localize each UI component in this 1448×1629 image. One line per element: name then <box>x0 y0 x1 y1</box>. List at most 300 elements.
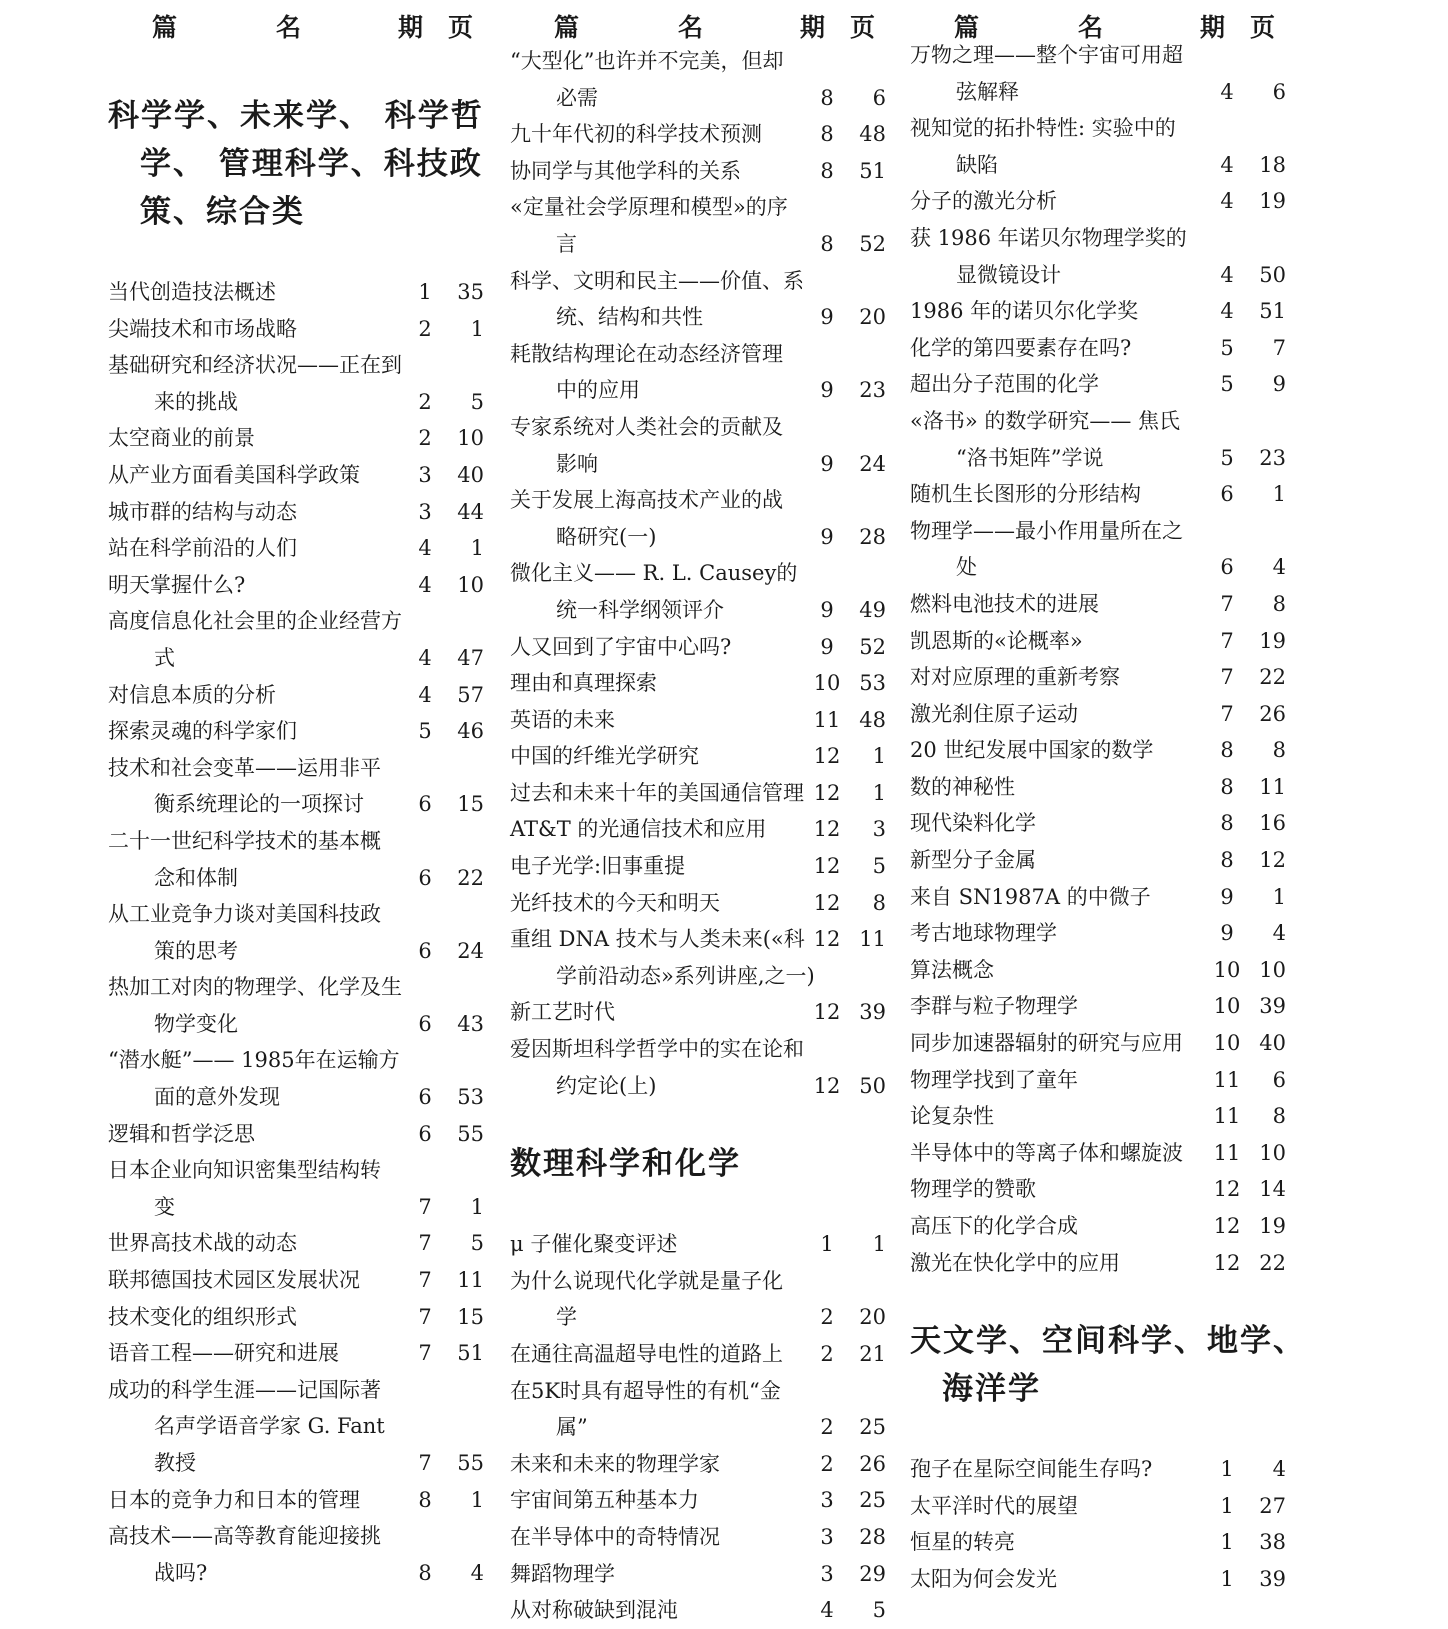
index-entry <box>510 555 888 628</box>
entry-title-line: 激光刹住原子运动 <box>910 701 1078 726</box>
entry-title-line: 获 1986 年诺贝尔物理学奖的 <box>910 225 1187 250</box>
index-entry <box>910 1524 1290 1561</box>
page-number: 7 <box>1272 335 1286 360</box>
page-number: 28 <box>859 1524 886 1549</box>
section-heading-line: 策、综合类 <box>140 194 305 230</box>
page-number: 8 <box>1272 1104 1286 1129</box>
index-entry <box>510 1373 888 1446</box>
entry-title-line: 孢子在星际空间能生存吗? <box>910 1457 1153 1482</box>
issue-number: 7 <box>1220 665 1234 690</box>
issue-number: 12 <box>1213 1250 1241 1275</box>
issue-number: 4 <box>418 645 432 670</box>
index-entry <box>910 1025 1290 1062</box>
page-number: 26 <box>859 1451 886 1476</box>
entry-title-line: 日本企业向知识密集型结构转 <box>108 1158 381 1183</box>
issue-number: 9 <box>820 597 834 622</box>
index-entry <box>510 1446 888 1483</box>
index-entry <box>910 915 1290 952</box>
issue-number: 6 <box>418 865 432 890</box>
index-entry <box>510 1226 888 1263</box>
issue-number: 4 <box>820 1598 834 1623</box>
entry-title-line: 人又回到了宇宙中心吗? <box>510 634 732 659</box>
issue-number: 6 <box>418 1121 432 1146</box>
index-column-1 <box>108 0 488 1591</box>
entry-title-line: 算法概念 <box>910 957 994 982</box>
issue-number: 5 <box>1220 372 1234 397</box>
page-number: 28 <box>859 524 886 549</box>
section-heading-line: 天文学、空间科学、地学、 <box>910 1323 1306 1360</box>
issue-number: 4 <box>1220 299 1234 324</box>
index-entry <box>910 403 1290 476</box>
index-entry <box>910 1561 1290 1598</box>
entry-title-line: 面的意外发现 <box>154 1085 280 1110</box>
issue-number: 9 <box>1220 921 1234 946</box>
index-entry <box>108 1482 488 1519</box>
issue-number: 7 <box>418 1194 432 1219</box>
issue-number: 9 <box>820 451 834 476</box>
issue-number: 8 <box>418 1487 432 1512</box>
index-entry <box>510 1031 888 1104</box>
page-number: 9 <box>1272 372 1286 397</box>
issue-number: 7 <box>418 1304 432 1329</box>
index-entry <box>510 1263 888 1336</box>
page-number: 5 <box>872 1598 886 1623</box>
entry-title-line: 太平洋时代的展望 <box>910 1493 1078 1518</box>
index-column-2 <box>510 0 888 1629</box>
index-entry <box>910 1171 1290 1208</box>
issue-number: 1 <box>1220 1530 1234 1555</box>
entry-title-line: 高技术——高等教育能迎接挑 <box>108 1524 381 1549</box>
index-entry <box>910 293 1290 330</box>
index-entry <box>910 1098 1290 1135</box>
page-number: 6 <box>872 85 886 110</box>
issue-number: 5 <box>418 719 432 744</box>
page-number: 39 <box>859 1000 886 1025</box>
issue-number: 1 <box>1220 1566 1234 1591</box>
entry-title-line: 从对称破缺到混沌 <box>510 1598 678 1623</box>
entry-title-line: 1986 年的诺贝尔化学奖 <box>910 299 1139 324</box>
entry-title-line: 来的挑战 <box>154 389 238 414</box>
entry-title-line: 言 <box>556 231 577 256</box>
page-number: 14 <box>1259 1177 1286 1202</box>
page-number: 23 <box>1259 445 1286 470</box>
index-entry <box>510 189 888 262</box>
issue-number: 9 <box>1220 884 1234 909</box>
index-entry <box>108 420 488 457</box>
index-entry <box>910 805 1290 842</box>
entry-title-line: 教授 <box>154 1451 196 1475</box>
entry-title-line: 物理学找到了童年 <box>910 1067 1078 1092</box>
issue-number: 7 <box>418 1231 432 1256</box>
issue-number: 5 <box>1220 335 1234 360</box>
issue-number: 8 <box>1220 811 1234 836</box>
index-entry <box>910 220 1290 293</box>
page-number: 50 <box>1259 262 1286 287</box>
page-number: 1 <box>872 780 886 805</box>
index-entry <box>510 775 888 812</box>
page-number: 19 <box>1259 1214 1286 1238</box>
entry-title-line: 来自 SN1987A 的中微子 <box>910 884 1151 909</box>
issue-number: 12 <box>813 927 841 952</box>
page-number: 4 <box>1272 1457 1286 1482</box>
page-number: 20 <box>859 305 886 330</box>
entry-title-line: 恒星的转亮 <box>910 1530 1015 1555</box>
issue-number: 2 <box>418 426 432 451</box>
issue-number: 11 <box>813 707 841 732</box>
entry-title-line: 必需 <box>556 85 598 110</box>
index-entry <box>910 183 1290 220</box>
page-number: 21 <box>859 1342 886 1366</box>
entry-title-line: 探索灵魂的科学家们 <box>108 719 297 744</box>
entry-title-line: 现代染料化学 <box>910 811 1036 836</box>
entry-title-line: 从产业方面看美国科学政策 <box>108 462 360 487</box>
index-entry <box>108 969 488 1042</box>
header-name: 名 <box>1078 13 1104 42</box>
page-number: 22 <box>1259 665 1286 690</box>
index-entry <box>910 330 1290 367</box>
index-entry <box>510 1519 888 1556</box>
index-entry <box>910 476 1290 513</box>
entry-title-line: 中国的纤维光学研究 <box>510 744 699 769</box>
entry-title-line: μ 子催化聚变评述 <box>510 1232 678 1257</box>
page-number: 57 <box>457 682 484 707</box>
page-number: 40 <box>1259 1031 1286 1056</box>
page-number: 10 <box>457 426 484 451</box>
index-entry <box>910 110 1290 183</box>
issue-number: 9 <box>820 634 834 659</box>
entry-title-line: 世界高技术战的动态 <box>108 1231 297 1256</box>
page-number: 51 <box>859 158 886 183</box>
index-entry <box>910 1488 1290 1525</box>
entry-title-line: «定量社会学原理和模型»的序 <box>510 195 788 220</box>
page-number: 15 <box>457 1304 484 1329</box>
entry-title-line: 从工业竞争力谈对美国科技政 <box>108 902 381 927</box>
entry-title-line: 燃料电池技术的进展 <box>910 591 1099 616</box>
section-heading <box>910 1317 1306 1413</box>
page-number: 49 <box>859 597 886 622</box>
header-title: 篇 <box>954 13 980 42</box>
issue-number: 2 <box>820 1415 834 1440</box>
entry-title-line: 宇宙间第五种基本力 <box>510 1488 699 1513</box>
page-number: 1 <box>470 1194 484 1219</box>
entry-title-line: 尖端技术和市场战略 <box>108 316 297 341</box>
entry-title-line: 日本的竞争力和日本的管理 <box>108 1487 360 1512</box>
issue-number: 4 <box>1220 262 1234 287</box>
index-entry <box>108 1299 488 1336</box>
entry-title-line: 统一科学纲领评介 <box>556 597 724 622</box>
issue-number: 12 <box>813 1000 841 1025</box>
page-number: 6 <box>1272 1067 1286 1092</box>
issue-number: 3 <box>418 499 432 524</box>
index-entry <box>108 603 488 676</box>
index-entry <box>910 586 1290 623</box>
entry-title-line: 衡系统理论的一项探讨 <box>154 792 364 817</box>
issue-number: 4 <box>1220 189 1234 214</box>
entry-title-line: 英语的未来 <box>510 707 615 732</box>
page-number: 27 <box>1259 1493 1286 1518</box>
index-entry <box>108 823 488 896</box>
section-heading-line: 学、 管理科学、科技政 <box>140 146 483 182</box>
page-number: 51 <box>1259 299 1286 324</box>
index-entry <box>510 116 888 153</box>
page-number: 4 <box>1272 555 1286 580</box>
entry-title-line: 半导体中的等离子体和螺旋波 <box>910 1140 1183 1165</box>
index-entry <box>510 1556 888 1593</box>
page-number: 4 <box>470 1560 484 1585</box>
index-entry <box>510 263 888 336</box>
page-number: 1 <box>1272 884 1286 909</box>
index-entry <box>108 457 488 494</box>
page-number: 39 <box>1259 994 1286 1019</box>
index-entry <box>910 696 1290 733</box>
index-entry <box>510 738 888 775</box>
page-number: 24 <box>457 938 484 963</box>
issue-number: 10 <box>1213 957 1241 982</box>
issue-number: 6 <box>1220 482 1234 507</box>
page-number: 29 <box>859 1561 886 1586</box>
index-entry <box>910 366 1290 403</box>
entry-title-line: 变 <box>154 1194 175 1219</box>
entry-title-line: 学 <box>556 1305 577 1330</box>
issue-number: 3 <box>820 1524 834 1549</box>
index-entry <box>510 336 888 409</box>
page-number: 22 <box>1259 1250 1286 1275</box>
issue-number: 2 <box>418 316 432 341</box>
page-number: 20 <box>859 1305 886 1330</box>
header-name: 名 <box>276 13 302 42</box>
entry-title-line: 关于发展上海高技术产业的战 <box>510 488 783 513</box>
index-entry <box>108 1372 488 1482</box>
page-number: 53 <box>859 671 886 696</box>
entry-title-line: 专家系统对人类社会的贡献及 <box>510 414 783 439</box>
entry-title-line: 李群与粒子物理学 <box>910 994 1078 1019</box>
entry-title-line: 协同学与其他学科的关系 <box>510 158 741 183</box>
index-entry <box>108 1042 488 1115</box>
index-entry <box>910 769 1290 806</box>
index-entry <box>910 659 1290 696</box>
issue-number: 11 <box>1213 1067 1241 1092</box>
issue-number: 12 <box>1213 1214 1241 1238</box>
section-heading-line: 科学学、未来学、 科学哲 <box>108 98 484 134</box>
index-entry <box>108 494 488 531</box>
page-number: 39 <box>1259 1566 1286 1591</box>
entry-title-line: 太阳为何会发光 <box>910 1566 1057 1591</box>
issue-number: 8 <box>1220 738 1234 763</box>
entry-title-line: 中的应用 <box>556 378 640 403</box>
page-number: 53 <box>457 1085 484 1110</box>
issue-number: 3 <box>820 1561 834 1586</box>
issue-number: 3 <box>418 462 432 487</box>
entry-title-line: 化学的第四要素存在吗? <box>910 335 1132 360</box>
entry-title-line: 电子光学:旧事重提 <box>510 854 686 879</box>
entry-title-line: 过去和未来十年的美国通信管理 <box>510 780 804 805</box>
entry-title-line: 战吗? <box>154 1560 208 1585</box>
index-entry <box>510 409 888 482</box>
index-entry <box>108 750 488 823</box>
index-entry <box>910 952 1290 989</box>
entry-title-line: 新型分子金属 <box>910 848 1036 873</box>
index-entry <box>108 567 488 604</box>
issue-number: 4 <box>418 682 432 707</box>
entry-title-line: «洛书» 的数学研究—— 焦氏 <box>910 408 1181 433</box>
entry-title-line: 当代创造技法概述 <box>108 280 276 304</box>
index-entry <box>910 1135 1290 1172</box>
entry-title-line: 学前沿动态»系列讲座,之一) <box>556 963 815 988</box>
page-number: 25 <box>859 1488 886 1513</box>
issue-number: 9 <box>820 524 834 549</box>
header-name: 名 <box>678 13 704 42</box>
section-heading-line: 海洋学 <box>942 1371 1041 1408</box>
entry-title-line: 策的思考 <box>154 938 238 963</box>
issue-number: 8 <box>820 158 834 183</box>
index-entry <box>510 811 888 848</box>
issue-number: 6 <box>418 938 432 963</box>
entry-title-line: 物学变化 <box>154 1011 238 1036</box>
entry-title-line: 20 世纪发展中国家的数学 <box>910 738 1154 763</box>
entry-title-line: 显微镜设计 <box>956 262 1061 287</box>
entry-title-line: 联邦德国技术园区发展状况 <box>108 1268 360 1293</box>
entry-title-line: 逻辑和哲学泛思 <box>108 1121 255 1146</box>
entry-title-line: 重组 DNA 技术与人类未来(«科 <box>510 927 805 952</box>
issue-number: 10 <box>1213 994 1241 1019</box>
page-number: 10 <box>1259 1140 1286 1165</box>
entry-title-line: 城市群的结构与动态 <box>108 499 297 524</box>
entry-title-line: 论复杂性 <box>910 1104 994 1129</box>
index-entry <box>510 921 888 994</box>
page-number: 16 <box>1259 811 1286 836</box>
issue-number: 2 <box>418 389 432 414</box>
index-entry <box>510 153 888 190</box>
header-page: 页 <box>850 13 876 42</box>
section-heading <box>108 92 488 236</box>
page-number: 40 <box>457 462 484 487</box>
page-number: 3 <box>872 817 886 842</box>
entry-title-line: 超出分子范围的化学 <box>910 372 1099 397</box>
entry-title-line: 激光在快化学中的应用 <box>910 1250 1120 1275</box>
page-number: 46 <box>457 719 484 744</box>
entry-title-line: 新工艺时代 <box>510 1000 615 1025</box>
entry-title-line: 舞蹈物理学 <box>510 1561 615 1586</box>
page-number: 4 <box>1272 921 1286 946</box>
issue-number: 7 <box>1220 591 1234 616</box>
entry-title-line: 视知觉的拓扑特性: 实验中的 <box>910 116 1176 141</box>
issue-number: 9 <box>820 305 834 330</box>
index-entry <box>910 1062 1290 1099</box>
index-entry <box>108 1225 488 1262</box>
index-entry <box>108 347 488 420</box>
page-number: 10 <box>457 572 484 597</box>
page-number: 1 <box>470 316 484 341</box>
page-number: 26 <box>1259 701 1286 726</box>
issue-number: 8 <box>1220 774 1234 799</box>
index-entry <box>910 732 1290 769</box>
issue-number: 12 <box>1213 1177 1241 1202</box>
entry-title-line: 对对应原理的重新考察 <box>910 665 1120 690</box>
issue-number: 10 <box>1213 1031 1241 1056</box>
page-number: 8 <box>1272 591 1286 616</box>
entry-title-line: 为什么说现代化学就是量子化 <box>510 1268 783 1293</box>
index-entry <box>108 530 488 567</box>
entry-title-line: 略研究(一) <box>556 524 657 549</box>
entry-title-line: 高度信息化社会里的企业经营方 <box>108 609 402 634</box>
index-entry <box>108 677 488 714</box>
issue-number: 6 <box>418 1011 432 1036</box>
issue-number: 5 <box>1220 445 1234 470</box>
entry-title-line: 同步加速器辐射的研究与应用 <box>910 1031 1183 1056</box>
page-number: 48 <box>859 707 886 732</box>
issue-number: 8 <box>418 1560 432 1585</box>
entry-title-line: 式 <box>154 645 175 670</box>
issue-number: 12 <box>813 780 841 805</box>
page-number: 11 <box>1259 774 1286 799</box>
page-number: 43 <box>457 1011 484 1036</box>
page-number: 23 <box>859 378 886 403</box>
header-issue: 期 <box>1200 13 1226 42</box>
entry-title-line: “大型化”也许并不完美，但却 <box>510 49 784 73</box>
section-heading <box>510 1140 888 1188</box>
issue-number: 12 <box>813 890 841 915</box>
entry-title-line: 分子的激光分析 <box>910 189 1057 214</box>
index-entry <box>910 1451 1290 1488</box>
entry-title-line: 在通往高温超导电性的道路上 <box>510 1342 783 1366</box>
entry-title-line: 凯恩斯的«论概率» <box>910 628 1083 653</box>
issue-number: 12 <box>813 817 841 842</box>
index-entry <box>108 1335 488 1372</box>
entry-title-line: 二十一世纪科学技术的基本概 <box>108 828 381 853</box>
entry-title-line: 光纤技术的今天和明天 <box>510 890 720 915</box>
entry-title-line: 在半导体中的奇特情况 <box>510 1524 720 1549</box>
header-issue: 期 <box>398 13 424 42</box>
header-page: 页 <box>1250 13 1276 42</box>
entry-title-line: 物理学的赞歌 <box>910 1177 1036 1202</box>
issue-number: 4 <box>1220 79 1234 104</box>
issue-number: 9 <box>820 378 834 403</box>
index-entry <box>510 629 888 666</box>
entry-title-line: 物理学——最小作用量所在之 <box>910 518 1183 543</box>
issue-number: 1 <box>418 280 432 304</box>
page-number: 19 <box>1259 189 1286 214</box>
entry-title-line: 技术和社会变革——运用非平 <box>108 755 381 780</box>
entry-title-line: 高压下的化学合成 <box>910 1214 1078 1238</box>
issue-number: 12 <box>813 1073 841 1098</box>
column-header <box>108 0 488 52</box>
page-number: 35 <box>457 280 484 304</box>
column-content <box>910 37 1306 1598</box>
issue-number: 11 <box>1213 1104 1241 1129</box>
index-entry <box>510 702 888 739</box>
entry-title-line: 站在科学前沿的人们 <box>108 536 297 561</box>
index-entry <box>910 1208 1290 1245</box>
page-number: 1 <box>470 1487 484 1512</box>
page-number: 55 <box>457 1451 484 1475</box>
index-entry <box>510 1336 888 1373</box>
entry-title-line: 数的神秘性 <box>910 774 1015 799</box>
page-number: 5 <box>470 1231 484 1256</box>
index-entry <box>510 43 888 116</box>
entry-title-line: 统、结构和共性 <box>556 305 703 330</box>
page-number: 22 <box>457 865 484 890</box>
issue-number: 7 <box>1220 628 1234 653</box>
entry-title-line: 技术变化的组织形式 <box>108 1304 297 1329</box>
index-entry <box>108 1116 488 1153</box>
page-number: 5 <box>872 854 886 879</box>
entry-title-line: 太空商业的前景 <box>108 426 255 451</box>
page-number: 38 <box>1259 1530 1286 1555</box>
page-number: 50 <box>859 1073 886 1098</box>
column-content <box>108 52 488 1591</box>
entry-title-line: 耗散结构理论在动态经济管理 <box>510 341 783 366</box>
entry-title-line: 九十年代初的科学技术预测 <box>510 122 762 147</box>
